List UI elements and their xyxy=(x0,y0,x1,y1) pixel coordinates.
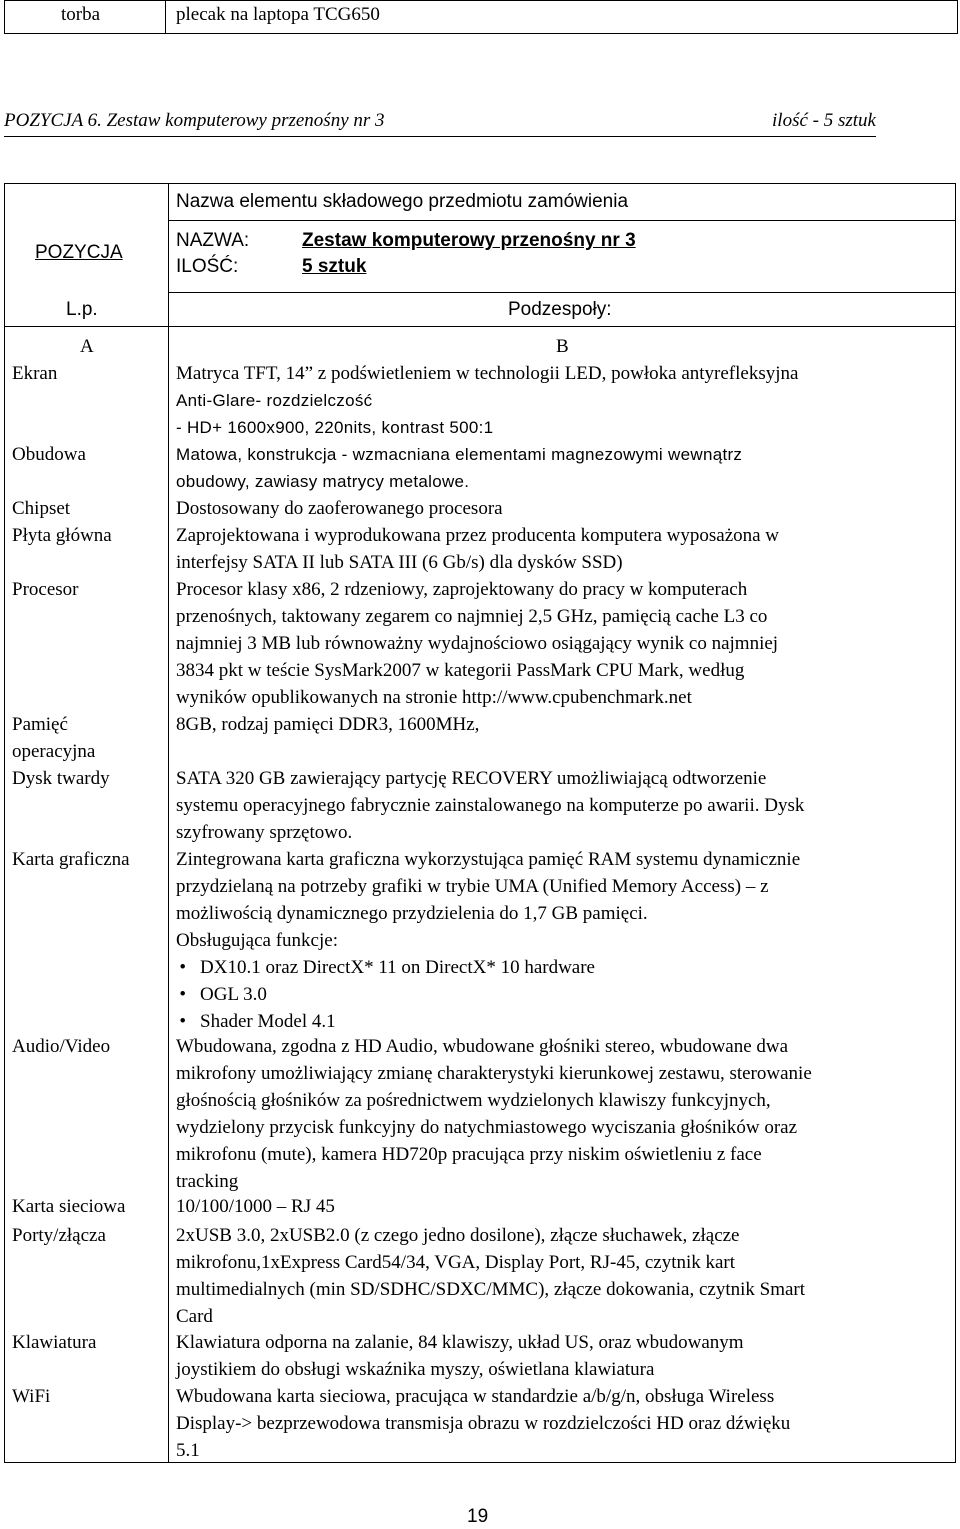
row-text-pamiec: 8GB, rodzaj pamięci DDR3, 1600MHz, xyxy=(176,714,480,735)
row-text-audio: mikrofony umożliwiający zmianę charakterystyki kierunkowej zestawu, sterowanie xyxy=(176,1063,812,1084)
top-table xyxy=(4,0,958,34)
row-text-dysk: systemu operacyjnego fabrycznie zainstalowanego na komputerze po awarii. Dysk xyxy=(176,795,805,816)
row-text-grafika: Zintegrowana karta graficzna wykorzystująca pamięć RAM systemu dynamicznie xyxy=(176,849,801,870)
header-podzespoly: Podzespoły: xyxy=(508,299,612,320)
row-text-klawiatura: Klawiatura odporna na zalanie, 84 klawiszy, układ US, oraz wbudowanym xyxy=(176,1332,744,1353)
row-text-plyta: Zaprojektowana i wyprodukowana przez producenta komputera wyposażona w xyxy=(176,525,780,546)
graphics-feature-list xyxy=(160,954,595,1035)
row-text-dysk: SATA 320 GB zawierający partycję RECOVERY umożliwiającą odtworzenie xyxy=(176,768,767,789)
row-divider xyxy=(4,326,956,327)
row-text-dysk: szyfrowany sprzętowo. xyxy=(176,822,353,843)
row-text-porty: 2xUSB 3.0, 2xUSB2.0 (z czego jedno dosilone), złącze słuchawek, złącze xyxy=(176,1225,740,1246)
column-divider xyxy=(168,183,169,1463)
row-text-grafika: możliwością dynamicznego przydzielenia do 1,7 GB pamięci. xyxy=(176,903,648,924)
top-row-value: plecak na laptopa TCG650 xyxy=(176,4,380,25)
row-name-pamiec: operacyjna xyxy=(12,741,96,762)
row-name-chipset: Chipset xyxy=(12,498,71,519)
row-text-wifi: Display-> bezprzewodowa transmisja obrazu w rozdzielczości HD oraz dźwięku xyxy=(176,1413,791,1434)
row-name-dysk: Dysk twardy xyxy=(12,768,110,789)
header-ilosc-label: ILOŚĆ: xyxy=(176,256,239,277)
row-text-audio: wydzielony przycisk funkcyjny do natychmiastowego wyciszania głośników oraz xyxy=(176,1117,798,1138)
column-a-label: A xyxy=(80,336,94,357)
row-name-porty: Porty/złącza xyxy=(12,1225,106,1246)
row-text-procesor: wyników opublikowanych na stronie http://www.cpubenchmark.net xyxy=(176,687,692,708)
row-name-procesor: Procesor xyxy=(12,579,79,600)
row-text-ekran: Matryca TFT, 14” z podświetleniem w technologii LED, powłoka antyrefleksyjna xyxy=(176,363,799,384)
list-item: • OGL 3.0 xyxy=(160,981,595,1008)
row-text-ekran: - HD+ 1600x900, 220nits, kontrast 500:1 xyxy=(176,418,494,437)
row-text-grafika: Obsługująca funkcje: xyxy=(176,930,338,951)
row-text-porty: multimedialnych (min SD/SDHC/SDXC/MMC), złącze dokowania, czytnik Smart xyxy=(176,1279,806,1300)
row-text-wifi: Wbudowana karta sieciowa, pracująca w standardzie a/b/g/n, obsługa Wireless xyxy=(176,1386,775,1407)
header-caption: Nazwa elementu składowego przedmiotu zamówienia xyxy=(176,191,629,212)
row-text-porty: mikrofonu,1xExpress Card54/34, VGA, Display Port, RJ-45, czytnik kart xyxy=(176,1252,736,1273)
row-divider xyxy=(168,220,956,221)
list-item: • DX10.1 oraz DirectX* 11 on DirectX* 10 hardware xyxy=(160,954,595,981)
row-name-klawiatura: Klawiatura xyxy=(12,1332,97,1353)
row-text-obudowa: Matowa, konstrukcja - wzmacniana elementami magnezowymi wewnątrz xyxy=(176,445,743,464)
row-name-plyta: Płyta główna xyxy=(12,525,112,546)
column-b-label: B xyxy=(556,336,569,357)
row-text-wifi: 5.1 xyxy=(176,1440,200,1461)
row-name-wifi: WiFi xyxy=(12,1386,51,1407)
header-ilosc-value: 5 sztuk xyxy=(302,256,367,277)
header-lp: L.p. xyxy=(66,299,98,320)
row-text-chipset: Dostosowany do zaoferowanego procesora xyxy=(176,498,503,519)
row-divider xyxy=(168,292,956,293)
row-text-siec: 10/100/1000 – RJ 45 xyxy=(176,1196,335,1217)
row-text-obudowa: obudowy, zawiasy matrycy metalowe. xyxy=(176,472,470,491)
page-number: 19 xyxy=(467,1506,489,1527)
row-name-obudowa: Obudowa xyxy=(12,444,86,465)
row-text-plyta: interfejsy SATA II lub SATA III (6 Gb/s) dla dysków SSD) xyxy=(176,552,623,573)
top-row-label: torba xyxy=(5,1,166,33)
header-pozycja: POZYCJA xyxy=(35,242,123,263)
header-nazwa-label: NAZWA: xyxy=(176,230,250,251)
row-text-ekran: Anti-Glare- rozdzielczość xyxy=(176,391,373,410)
header-nazwa-value: Zestaw komputerowy przenośny nr 3 xyxy=(302,230,636,251)
row-text-procesor: Procesor klasy x86, 2 rdzeniowy, zaprojektowany do pracy w komputerach xyxy=(176,579,748,600)
row-text-audio: Wbudowana, zgodna z HD Audio, wbudowane głośniki stereo, wbudowane dwa xyxy=(176,1036,789,1057)
row-name-grafika: Karta graficzna xyxy=(12,849,130,870)
row-name-audio: Audio/Video xyxy=(12,1036,111,1057)
row-name-ekran: Ekran xyxy=(12,363,58,384)
row-text-procesor: 3834 pkt w teście SysMark2007 w kategorii PassMark CPU Mark, według xyxy=(176,660,745,681)
position-heading xyxy=(4,110,876,137)
row-text-procesor: najmniej 3 MB lub równoważny wydajnościowo osiągający wynik co najmniej xyxy=(176,633,779,654)
row-name-siec: Karta sieciowa xyxy=(12,1196,126,1217)
position-quantity: ilość - 5 sztuk xyxy=(772,110,876,131)
row-text-klawiatura: joystikiem do obsługi wskaźnika myszy, oświetlana klawiatura xyxy=(176,1359,655,1380)
row-text-porty: Card xyxy=(176,1306,213,1327)
list-item: • Shader Model 4.1 xyxy=(160,1008,595,1035)
row-text-grafika: przydzielaną na potrzeby grafiki w trybie UMA (Unified Memory Access) – z xyxy=(176,876,769,897)
position-title: POZYCJA 6. Zestaw komputerowy przenośny nr 3 xyxy=(4,110,385,131)
row-name-pamiec: Pamięć xyxy=(12,714,68,735)
row-text-procesor: przenośnych, taktowany zegarem co najmniej 2,5 GHz, pamięcią cache L3 co xyxy=(176,606,768,627)
row-text-audio: mikrofonu (mute), kamera HD720p pracująca przy niskim oświetleniu z face xyxy=(176,1144,762,1165)
row-text-audio: tracking xyxy=(176,1171,239,1192)
row-text-audio: głośnością głośników za pośrednictwem wydzielonych klawiszy funkcyjnych, xyxy=(176,1090,771,1111)
